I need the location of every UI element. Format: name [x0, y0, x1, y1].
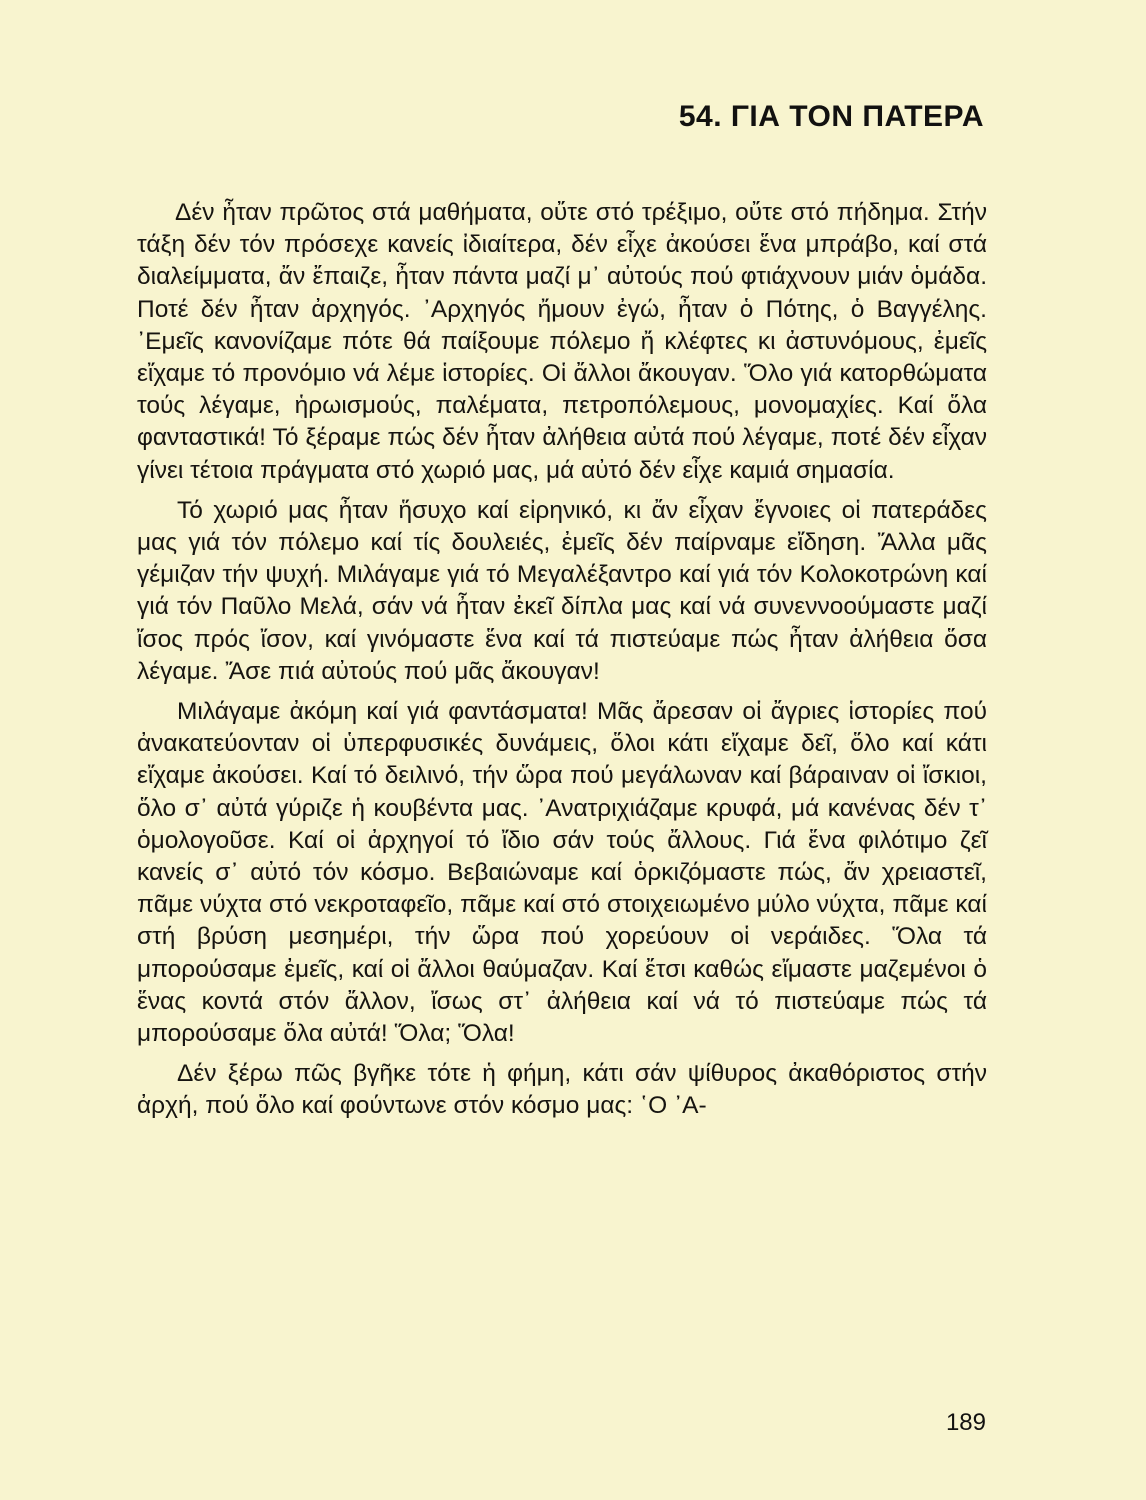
paragraph-2: Τό χωριό μας ἦταν ἥσυχο καί εἰρηνικό, κι ἄν εἶχαν ἔγνοιες οἱ πατεράδες μας γιά τόν πόλεμο καί τίς δουλειές, ἐμεῖς δέν παίρναμε εἴδηση. Ἄλλα μᾶς γέμιζαν τήν ψυχή. Μιλάγαμε γιά τό Μεγαλέξαντρο καί γιά τόν Κολοκοτρώνη καί γιά τόν Παῦλο Μελά, σάν νά ἦταν ἐκεῖ δίπλα μας καί νά συνεννοούμαστε μαζί ἴσος πρός ἴσον, καί γινόμαστε ἕνα καί τά πιστεύαμε πώς ἦταν ἀλήθεια ὅσα λέγαμε. Ἄσε πιά αὐτούς πού μᾶς ἄκουγαν!: [137, 496, 987, 685]
paragraph-4: Δέν ξέρω πῶς βγῆκε τότε ἡ φήμη, κάτι σάν ψίθυρος ἀκαθόριστος στήν ἀρχή, πού ὅλο καί φούντωνε στόν κόσμο μας: ῾Ο ᾿Α-: [137, 1060, 987, 1120]
paragraph-1: Δέν ἦταν πρῶτος στά μαθήματα, οὔτε στό τρέξιμο, οὔτε στό πήδημα. Στήν τάξη δέν τόν πρόσεχε κανείς ἰδιαίτερα, δέν εἶχε ἀκούσει ἕνα μπράβο, καί στά διαλείμματα, ἄν ἔπαιζε, ἦταν πάντα μαζί μ᾿ αὐτούς πού φτιάχνουν μιάν ὁμάδα. Ποτέ δέν ἦταν ἀρχηγός. ᾿Αρχηγός ἤμουν ἐγώ, ἦταν ὁ Πότης, ὁ Βαγγέλης. ᾿Εμεῖς κανονίζαμε πότε θά παίξουμε πόλεμο ἤ κλέφτες κι ἀστυνόμους, ἐμεῖς εἴχαμε τό προνόμιο νά λέμε ἱστορίες. Οἱ ἄλλοι ἄκουγαν. Ὅλο γιά κατορθώματα τούς λέγαμε, ἡρωισμούς, παλέματα, πετροπόλεμους, μονομαχίες. Καί ὅλα φανταστικά! Τό ξέραμε πώς δέν ἦταν ἀλήθεια αὐτά πού λέγαμε, ποτέ δέν εἶχαν γίνει τέτοια πράγματα στό χωριό μας, μά αὐτό δέν εἶχε καμιά σημασία.: [137, 199, 987, 484]
page-number: 189: [945, 1409, 986, 1436]
chapter-title: 54. ΓΙΑ ΤΟΝ ΠΑΤΕΡΑ: [678, 100, 984, 133]
body-text: [137, 197, 987, 1131]
paragraph-3: Μιλάγαμε ἀκόμη καί γιά φαντάσματα! Μᾶς ἄρεσαν οἱ ἄγριες ἱστορίες πού ἀνακατεύονταν οἱ ὑπερφυσικές δυνάμεις, ὅλοι κάτι εἴχαμε δεῖ, ὅλο καί κάτι εἴχαμε ἀκούσει. Καί τό δειλινό, τήν ὥρα πού μεγάλωναν καί βάραιναν οἱ ἴσκιοι, ὅλο σ᾿ αὐτά γύριζε ἡ κουβέντα μας. ᾿Ανατριχιάζαμε κρυφά, μά κανένας δέν τ᾿ ὁμολογοῦσε. Καί οἱ ἀρχηγοί τό ἴδιο σάν τούς ἄλλους. Γιά ἕνα φιλότιμο ζεῖ κανείς σ᾿ αὐτό τόν κόσμο. Βεβαιώναμε καί ὁρκιζόμαστε πώς, ἄν χρειαστεῖ, πᾶμε νύχτα στό νεκροταφεῖο, πᾶμε καί στό στοιχειωμένο μύλο νύχτα, πᾶμε καί στή βρύση μεσημέρι, τήν ὥρα πού χορεύουν οἱ νεράιδες. Ὅλα τά μπορούσαμε ἐμεῖς, καί οἱ ἄλλοι θαύμαζαν. Καί ἔτσι καθώς εἴμαστε μαζεμένοι ὁ ἕνας κοντά στόν ἄλλον, ἴσως στ᾿ ἀλήθεια καί νά τό πιστεύαμε πώς τά μπορούσαμε ὅλα αὐτά! Ὅλα; Ὅλα!: [137, 698, 987, 1048]
